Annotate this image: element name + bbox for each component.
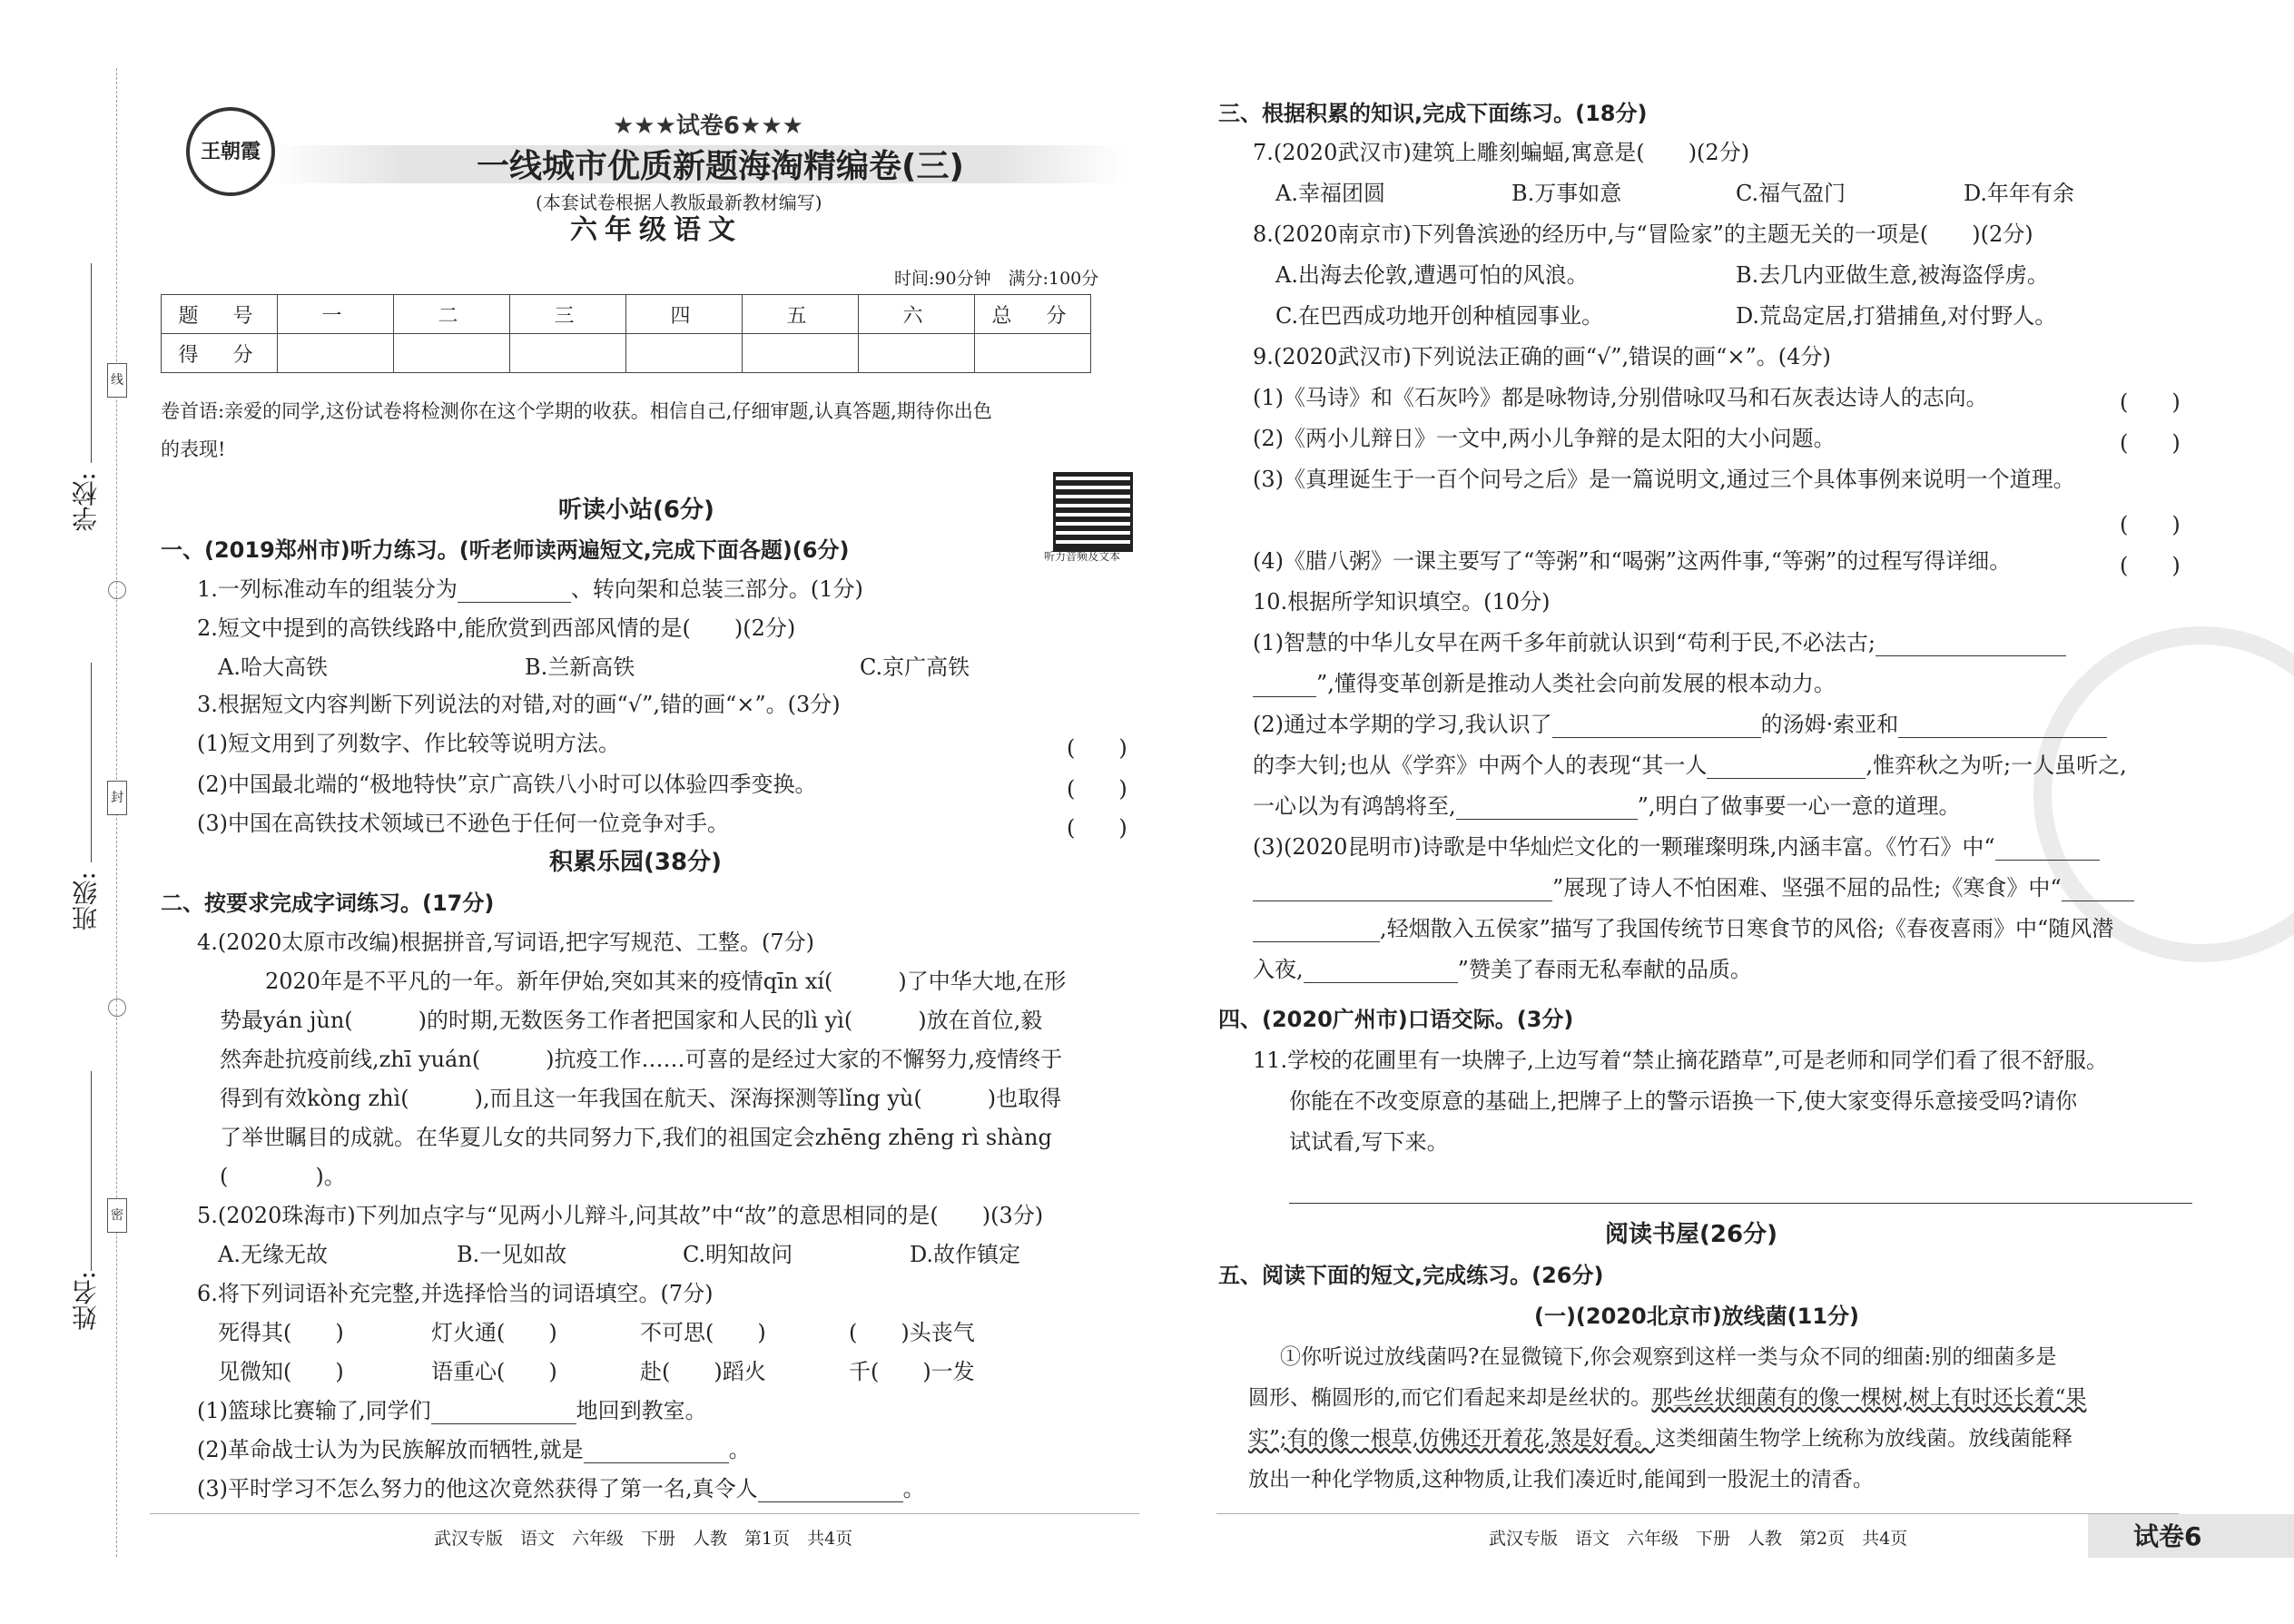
score-cell[interactable]: [626, 334, 743, 373]
score-table-header-row: [162, 295, 1091, 334]
passage-line-1: ①你听说过放线菌吗?在显微镜下,你会观察到这样一类与众不同的细菌:别的细菌多是: [1280, 1345, 2057, 1369]
q6-word[interactable]: 灯火通( ): [431, 1320, 557, 1345]
q10-2a: (2)通过本学期的学习,我认识了 的汤姆·索亚和: [1253, 711, 2107, 738]
q6-1: (1)篮球比赛输了,同学们 地回到教室。: [197, 1398, 707, 1423]
q6-word[interactable]: 赴( )蹈火: [640, 1359, 766, 1384]
judge-parens[interactable]: ( ): [1067, 815, 1127, 841]
footer-left: 武汉专版 语文 六年级 下册 人教 第1页 共4页: [434, 1529, 853, 1549]
q9-2: (2)《两小儿辩日》一文中,两小儿争辩的是太阳的大小问题。: [1253, 426, 1836, 451]
answer-blank[interactable]: [1253, 879, 1552, 901]
logo: [186, 107, 275, 196]
option-d[interactable]: D.年年有余: [1964, 181, 2075, 206]
option-b[interactable]: B.去几内亚做生意,被海盗俘虏。: [1736, 262, 2049, 288]
q10: 10.根据所学知识填空。(10分): [1253, 589, 1551, 615]
q4-para-3: 然奔赴抗疫前线,zhī yuán( )抗疫工作……可喜的是经过大家的不懈努力,疫情终于: [220, 1047, 1063, 1072]
table-cell: 六: [859, 295, 975, 334]
q4-para-6: ( )。: [220, 1164, 346, 1189]
q10-3d: 入夜, ”赞美了春雨无私奉献的品质。: [1253, 957, 1752, 982]
binding-word-line: 线: [107, 363, 127, 398]
class-line[interactable]: [91, 663, 92, 862]
q4-para-5: 了举世瞩目的成就。在华夏儿女的共同努力下,我们的祖国定会zhēng zhēng rì shàng: [220, 1125, 1052, 1150]
q3-heading: 三、根据积累的知识,完成下面练习。(18分): [1218, 101, 1648, 126]
footer-rule: [1216, 1513, 2179, 1514]
q4-para-4: 得到有效kòng zhì( ),而且这一年我国在航天、深海探测等lǐng yù( )也取得: [220, 1086, 1062, 1111]
option-d[interactable]: D.荒岛定居,打猎捕鱼,对付野人。: [1736, 303, 2057, 329]
option-a[interactable]: A.出海去伦敦,遭遇可怕的风浪。: [1275, 262, 1589, 288]
answer-blank[interactable]: [1456, 797, 1638, 820]
score-table: [161, 294, 1091, 373]
subtitle: (本套试卷根据人教版最新教材编写): [536, 192, 822, 213]
q6-word[interactable]: ( )头丧气: [849, 1320, 975, 1345]
q1-3-2: (2)中国最北端的“极地特快”京广高铁八小时可以体验四季变换。: [197, 772, 817, 797]
score-cell[interactable]: [975, 334, 1091, 373]
q7: 7.(2020武汉市)建筑上雕刻蝙蝠,寓意是( )(2分): [1253, 140, 1750, 165]
footer-badge: 试卷6: [2133, 1521, 2202, 1551]
wavy-underlined-text: 那些丝状细菌有的像一棵树,树上有时还长着“果: [1651, 1386, 2087, 1410]
passage-line-2: 圆形、椭圆形的,而它们看起来却是丝状的。那些丝状细菌有的像一棵树,树上有时还长着“果: [1248, 1386, 2087, 1410]
answer-blank[interactable]: [458, 580, 571, 603]
q10-1a: (1)智慧的中华儿女早在两千多年前就认识到“苟利于民,不必法古;: [1253, 629, 2066, 656]
q9-3: (3)《真理诞生于一百个问号之后》是一篇说明文,通过三个具体事例来说明一个道理。: [1253, 467, 2075, 492]
q6-word[interactable]: 死得其( ): [218, 1320, 344, 1345]
table-cell: 总 分: [975, 295, 1091, 334]
q6-2: (2)革命战士认为为民族解放而牺牲,就是 。: [197, 1437, 751, 1462]
score-cell[interactable]: [394, 334, 510, 373]
name-line[interactable]: [91, 1071, 92, 1271]
q1-1: 1.一列标准动车的组装分为 、转向架和总装三部分。(1分): [197, 576, 863, 602]
q10-3b: ”展现了诗人不怕困难、坚强不屈的品性;《寒食》中“: [1253, 874, 2134, 901]
option-a[interactable]: A.无缘无故: [218, 1242, 328, 1267]
q11-answer-line[interactable]: [1289, 1203, 2192, 1204]
q6: 6.将下列词语补充完整,并选择恰当的词语填空。(7分): [197, 1281, 714, 1306]
qr-caption: 听力音频及文本: [1044, 550, 1121, 563]
school-line[interactable]: [91, 263, 92, 463]
table-cell: 三: [510, 295, 626, 334]
answer-blank[interactable]: [431, 1402, 576, 1424]
q11-line-1: 11.学校的花圃里有一块牌子,上边写着“禁止摘花踏草”,可是老师和同学们看了很不舒服。: [1253, 1048, 2108, 1073]
binding-hole: [108, 999, 126, 1017]
score-cell[interactable]: [859, 334, 975, 373]
binding-word-seal: 封: [107, 781, 127, 815]
option-d[interactable]: D.故作镇定: [910, 1242, 1021, 1267]
option-b[interactable]: B.万事如意: [1511, 181, 1622, 206]
q2-heading: 二、按要求完成字词练习。(17分): [161, 891, 495, 916]
judge-parens[interactable]: ( ): [2120, 430, 2181, 456]
intro-line-1: 卷首语:亲爱的同学,这份试卷将检测你在这个学期的收获。相信自己,仔细审题,认真答题,期待你出色: [161, 400, 992, 422]
answer-blank[interactable]: [1876, 634, 2066, 656]
answer-blank[interactable]: [584, 1441, 729, 1463]
answer-blank[interactable]: [1898, 715, 2107, 738]
q1-heading: 一、(2019郑州市)听力练习。(听老师读两遍短文,完成下面各题)(6分): [161, 537, 850, 563]
subject-title: 六年级语文: [570, 214, 743, 246]
q6-3: (3)平时学习不怎么努力的他这次竟然获得了第一名,真令人 。: [197, 1476, 925, 1501]
logo-text: 王朝霞: [200, 141, 261, 163]
exam-number: ★★★试卷6★★★: [613, 113, 803, 140]
option-a[interactable]: A.幸福团圆: [1275, 181, 1385, 206]
answer-blank[interactable]: [2062, 879, 2134, 901]
q4-para-2: 势最yán jùn( )的时期,无数医务工作者把国家和人民的lì yì( )放在首位,毅: [220, 1008, 1043, 1033]
time-info: 时间:90分钟 满分:100分: [894, 269, 1099, 289]
section-listen-title: 听读小站(6分): [558, 497, 714, 524]
option-b[interactable]: B.一见如故: [457, 1242, 567, 1267]
table-cell: 二: [394, 295, 510, 334]
q6-word[interactable]: 千( )一发: [849, 1359, 975, 1384]
q9-4: (4)《腊八粥》一课主要写了“等粥”和“喝粥”这两件事,“等粥”的过程写得详细。: [1253, 548, 2012, 574]
option-b[interactable]: B.兰新高铁: [525, 655, 635, 680]
judge-parens[interactable]: ( ): [1067, 735, 1127, 761]
table-cell: 五: [743, 295, 859, 334]
binding-word-secret: 密: [107, 1198, 127, 1233]
table-cell: 四: [626, 295, 743, 334]
q6-word[interactable]: 语重心( ): [431, 1359, 557, 1384]
option-c[interactable]: C.明知故问: [683, 1242, 793, 1267]
q10-3a: (3)(2020昆明市)诗歌是中华灿烂文化的一颗璀璨明珠,内涵丰富。《竹石》中“: [1253, 833, 2100, 861]
option-c[interactable]: C.福气盈门: [1736, 181, 1846, 206]
binding-hole: [108, 581, 126, 599]
score-cell[interactable]: [743, 334, 859, 373]
q1-3: 3.根据短文内容判断下列说法的对错,对的画“√”,错的画“×”。(3分): [197, 692, 841, 717]
q5: 5.(2020珠海市)下列加点字与“见两小儿辩斗,问其故”中“故”的意思相同的是( )(3分): [197, 1203, 1044, 1228]
answer-blank[interactable]: [758, 1480, 903, 1502]
q6-word[interactable]: 不可思( ): [640, 1320, 766, 1345]
q10-2b: 的李大钊;也从《学弈》中两个人的表现“其一人 ,惟弈秋之为听;一人虽听之,: [1253, 753, 2127, 778]
qr-code-icon[interactable]: [1053, 472, 1133, 552]
q5-reading-heading: 五、阅读下面的短文,完成练习。(26分): [1218, 1263, 1604, 1288]
table-cell: 得 分: [162, 334, 278, 373]
option-a[interactable]: A.哈大高铁: [218, 655, 328, 680]
judge-parens[interactable]: ( ): [2120, 389, 2181, 415]
q1-3-3: (3)中国在高铁技术领域已不逊色于任何一位竞争对手。: [197, 811, 729, 836]
table-cell: 一: [278, 295, 394, 334]
score-table-score-row: [162, 334, 1091, 373]
passage-line-4: 放出一种化学物质,这种物质,让我们凑近时,能闻到一股泥土的清香。: [1248, 1468, 1874, 1491]
table-cell: 题 号: [162, 295, 278, 334]
section-accum-title: 积累乐园(38分): [549, 849, 722, 876]
option-c[interactable]: C.在巴西成功地开创种植园事业。: [1275, 303, 1604, 329]
footer-rule: [150, 1513, 1139, 1514]
q11-line-2: 你能在不改变原意的基础上,把牌子上的警示语换一下,使大家变得乐意接受吗?请你: [1289, 1088, 2078, 1114]
q4-oral-heading: 四、(2020广州市)口语交际。(3分): [1218, 1007, 1574, 1032]
answer-blank[interactable]: [1995, 838, 2100, 861]
passage-title: (一)(2020北京市)放线菌(11分): [1534, 1304, 1860, 1329]
answer-blank[interactable]: [1707, 756, 1866, 779]
main-title: 一线城市优质新题海淘精编卷(三): [477, 148, 964, 185]
q1-3-1: (1)短文用到了列数字、作比较等说明方法。: [197, 731, 620, 756]
name-label: 姓名:: [71, 1271, 101, 1331]
q6-word[interactable]: 见微知( ): [218, 1359, 344, 1384]
judge-parens[interactable]: ( ): [2120, 512, 2181, 537]
q11-line-3: 试试看,写下来。: [1289, 1129, 1449, 1155]
judge-parens[interactable]: ( ): [2120, 553, 2181, 578]
q9-1: (1)《马诗》和《石灰吟》都是咏物诗,分别借咏叹马和石灰表达诗人的志向。: [1253, 385, 1988, 410]
wavy-underlined-text: 实”;有的像一根草,仿佛还开着花,煞是好看。: [1248, 1427, 1656, 1451]
q9: 9.(2020武汉市)下列说法正确的画“√”,错误的画“×”。(4分): [1253, 344, 1831, 369]
q10-1b: ”,懂得变革创新是推动人类社会向前发展的根本动力。: [1253, 670, 1836, 697]
judge-parens[interactable]: ( ): [1067, 776, 1127, 802]
class-label: 班级:: [71, 871, 101, 931]
score-cell[interactable]: [278, 334, 394, 373]
passage-line-3: 实”;有的像一根草,仿佛还开着花,煞是好看。这类细菌生物学上统称为放线菌。放线菌能释: [1248, 1427, 2073, 1451]
score-cell[interactable]: [510, 334, 626, 373]
seal-watermark: [2033, 626, 2294, 962]
q1-2: 2.短文中提到的高铁线路中,能欣赏到西部风情的是( )(2分): [197, 615, 796, 641]
footer-right: 武汉专版 语文 六年级 下册 人教 第2页 共4页: [1489, 1529, 1908, 1549]
q4-para-1: 2020年是不平凡的一年。新年伊始,突如其来的疫情qīn xí( )了中华大地,在形: [265, 969, 1067, 994]
intro-line-2: 的表现!: [161, 438, 226, 460]
answer-blank[interactable]: [1304, 960, 1458, 983]
section-read-title: 阅读书屋(26分): [1605, 1221, 1777, 1248]
q10-2c: 一心以为有鸿鹄将至, ”,明白了做事要一心一意的道理。: [1253, 793, 1961, 819]
option-c[interactable]: C.京广高铁: [860, 655, 970, 680]
answer-blank[interactable]: [1552, 715, 1761, 738]
q4: 4.(2020太原市改编)根据拼音,写词语,把字写规范、工整。(7分): [197, 930, 814, 955]
answer-blank[interactable]: [1253, 920, 1380, 942]
school-label: 学校:: [71, 472, 101, 532]
answer-blank[interactable]: [1253, 674, 1316, 697]
q10-3c: ,轻烟散入五侯家”描写了我国传统节日寒食节的风俗;《春夜喜雨》中“随风潜: [1253, 915, 2113, 942]
q8: 8.(2020南京市)下列鲁滨逊的经历中,与“冒险家”的主题无关的一项是( )(2分): [1253, 221, 2033, 247]
